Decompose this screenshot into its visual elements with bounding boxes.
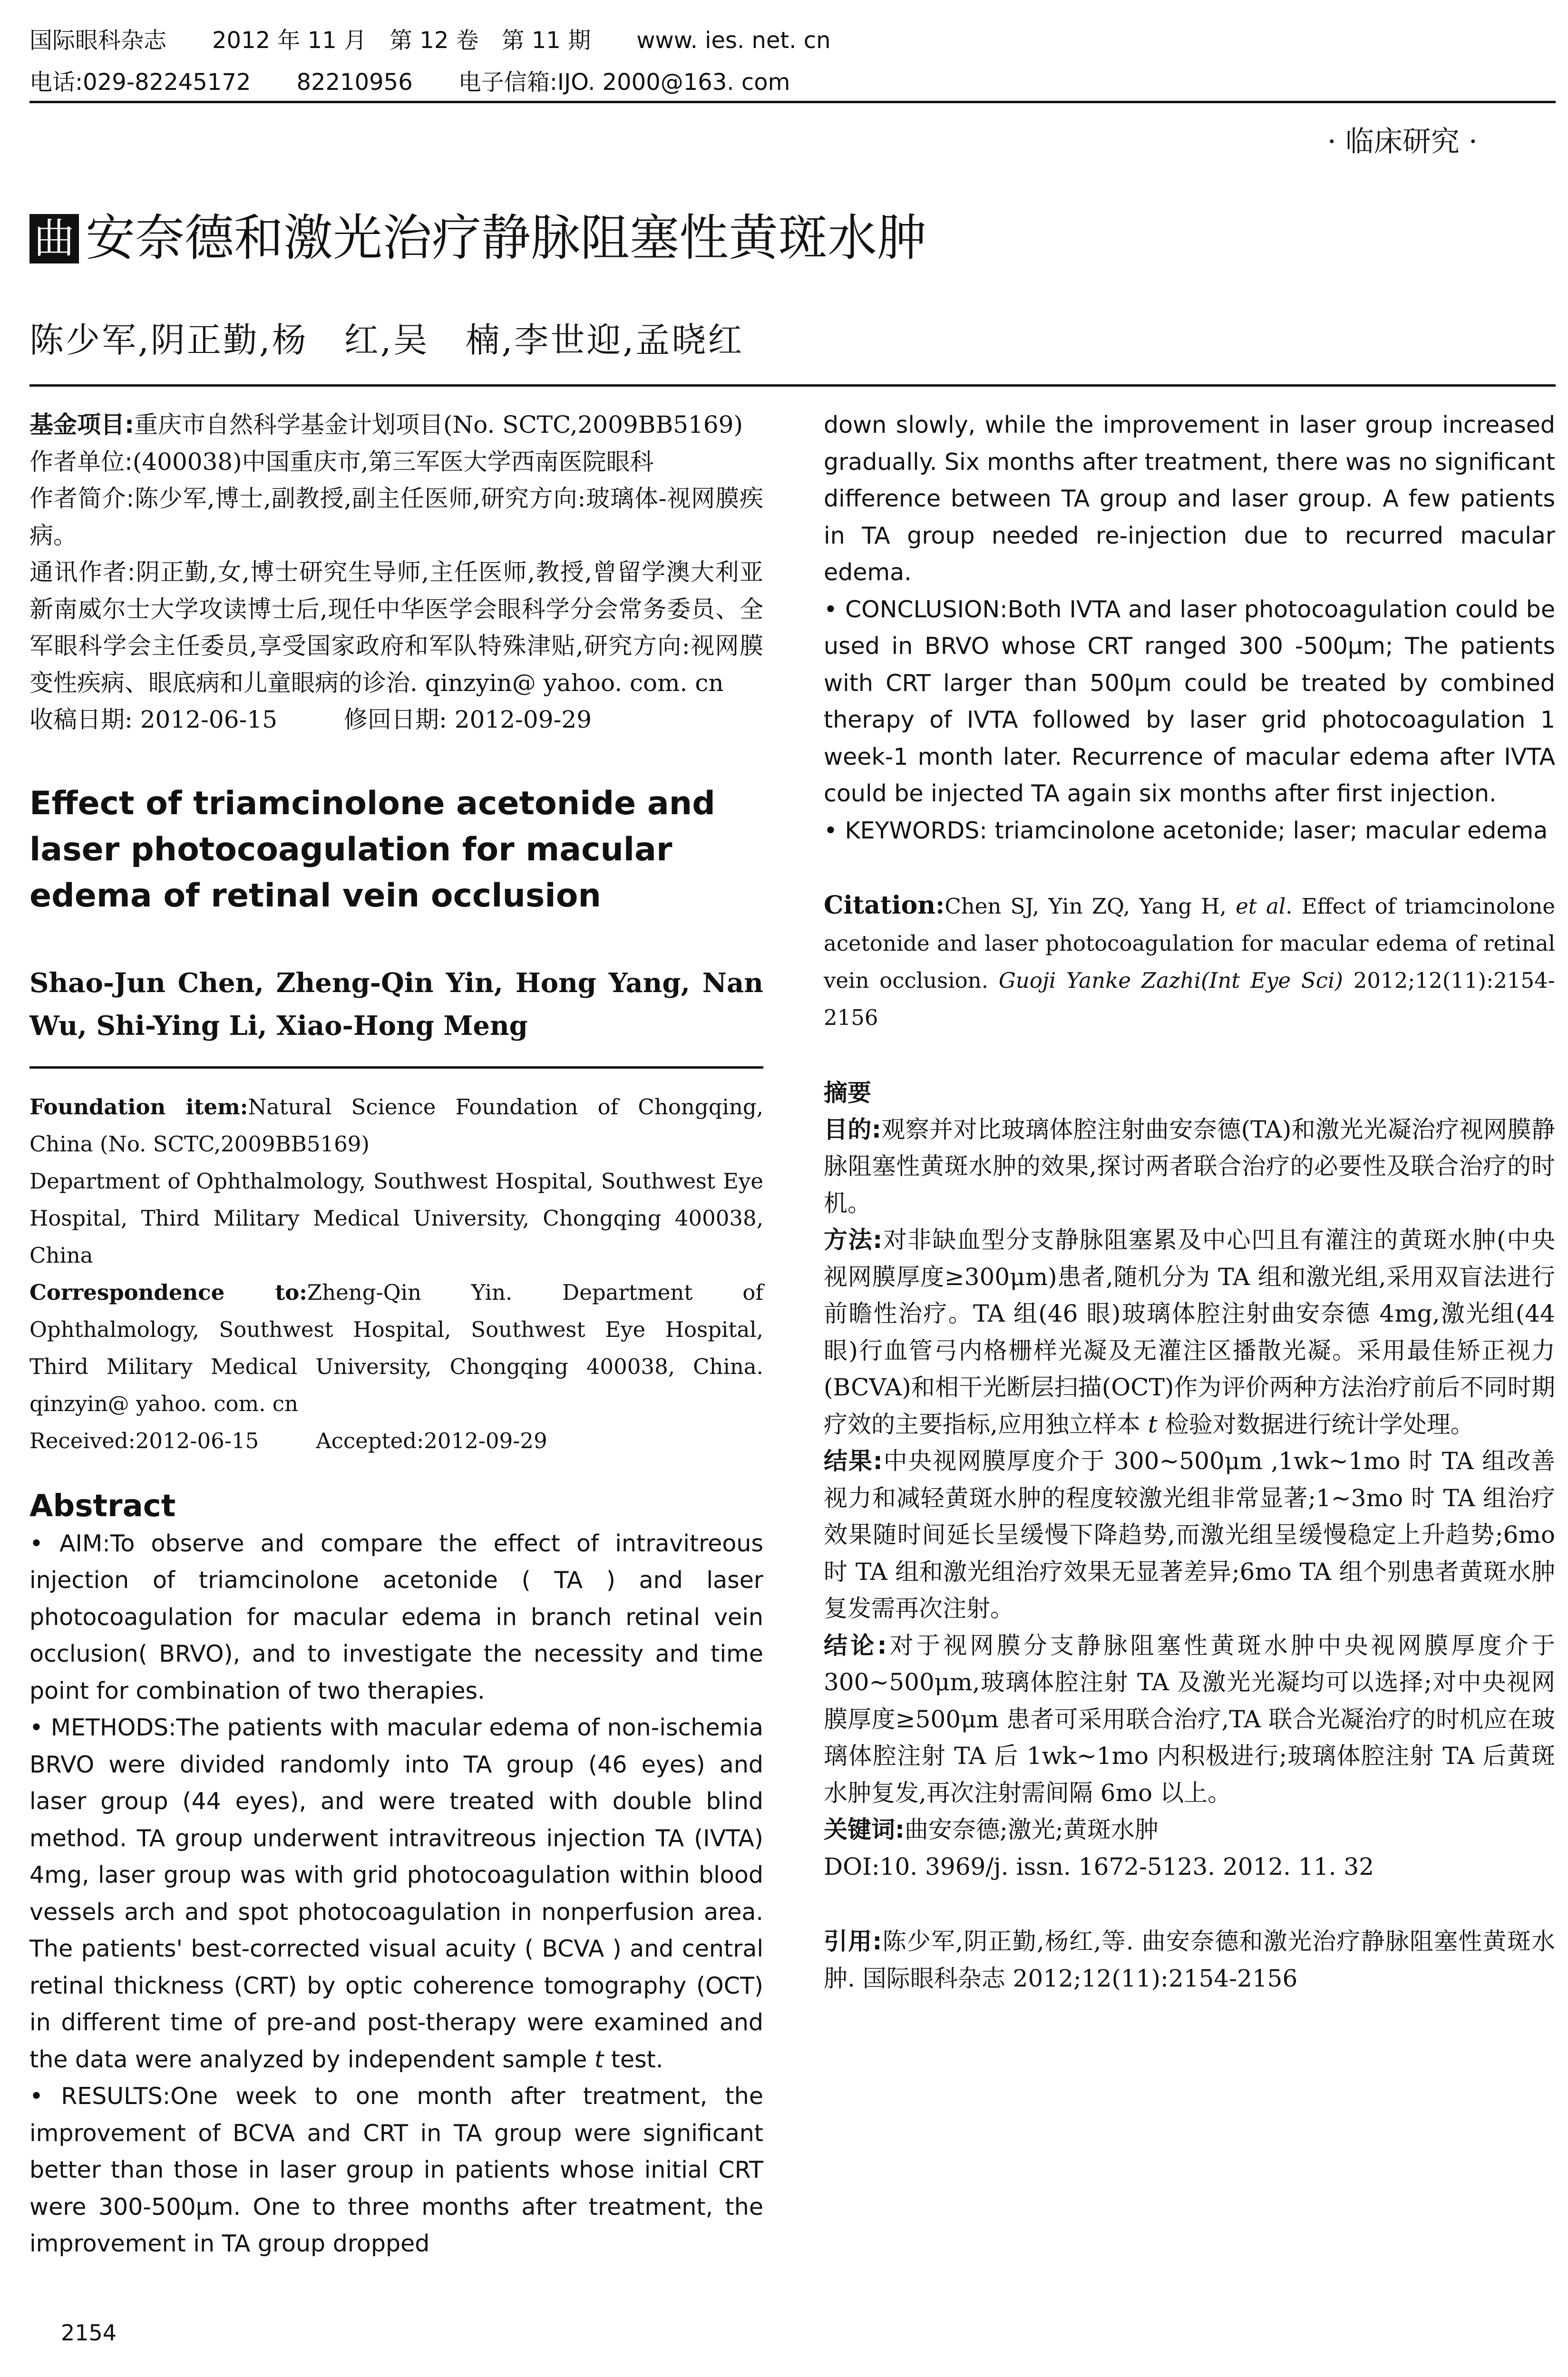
accepted-en: Accepted:2012-09-29: [316, 1428, 547, 1453]
unit-text: (400038)中国重庆市,第三军医大学西南医院眼科: [132, 448, 654, 476]
conclusion-label: • CONCLUSION:: [824, 595, 1008, 623]
journal-logo-icon: 曲: [29, 214, 79, 263]
citation-text-2: . Effect of triamcinolone acetonide and laser photocoagulation for macular edema of retinal vein occlusion.: [824, 894, 1556, 993]
method-text-end: 检验对数据进行统计学处理。: [1157, 1410, 1474, 1438]
journal-header-line1: [29, 24, 877, 57]
meta-en: [29, 1089, 763, 1460]
conclusion-text: Both IVTA and laser photocoagulation could be used in BRVO whose CRT ranged 300 -500μm; The patients with CRT larger than 500μm could be treated by combined therapy of IVTA followed by laser grid photocoagulation 1 week-1 month later. Recurrence of macular edema after IVTA could be injected TA again six months after first injection.: [824, 595, 1555, 807]
title-en: Effect of triamcinolone acetonide and laser photocoagulation for macular edema of retinal vein occlusion: [29, 784, 715, 915]
methods-text-end: test.: [604, 2046, 663, 2073]
journal-website: www. ies. net. cn: [636, 27, 831, 54]
received-zh: 收稿日期: 2012-06-15: [29, 706, 278, 733]
received-en: Received:2012-06-15: [29, 1428, 259, 1453]
authors-zh: 陈少军,阴正勤,杨 红,吴 楠,李世迎,孟晓红: [29, 320, 744, 360]
corr-en-text: Zheng-Qin Yin. Department of Ophthalmology, Southwest Hospital, Southwest Eye Hospital, Third Military Medical University, Chongqing 400038, China. qinzyin@ yahoo. com. cn: [29, 1279, 763, 1416]
header-rule: [29, 101, 1556, 103]
results-text: One week to one month after treatment, the improvement of BCVA and CRT in TA group were significant better than those in laser group in patients whose initial CRT were 300-500μm. One to three months after treatment, the improvement in TA group dropped: [29, 2083, 763, 2257]
concl-label: 结论:: [824, 1631, 887, 1659]
citation-text: Chen SJ, Yin ZQ, Yang H,: [945, 894, 1236, 919]
methods-text: The patients with macular edema of non-ischemia BRVO were divided randomly into TA group (46 eyes) and laser group (44 eyes), and were treated with double blind method. TA group underwent intravitreous injection TA (IVTA) 4mg, laser group was with grid photocoagulation within blood vessels arch and spot photocoagulation in nonperfusion area. The patients' best-corrected visual acuity ( BCVA ) and central retinal thickness (CRT) by optic coherence tomography (OCT) in different time of pre-and post-therapy were examined and the data were analyzed by independent sample: [29, 1714, 763, 2073]
purpose-label: 目的:: [824, 1115, 881, 1143]
keywords-text: triamcinolone acetonide; laser; macular edema: [994, 817, 1548, 844]
department-text: Department of Ophthalmology, Southwest Hospital, Southwest Eye Hospital, Third Military Medical University, Chongqing 400038, China: [29, 1168, 763, 1268]
intro-text: 陈少军,博士,副教授,副主任医师,研究方向:玻璃体-视网膜疾病。: [29, 485, 763, 549]
abstract-zh-heading: 摘要: [824, 1079, 871, 1107]
journal-header-line2: [29, 66, 836, 99]
authors-en: Shao-Jun Chen, Zheng-Qin Yin, Hong Yang, Nan Wu, Shi-Ying Li, Xiao-Hong Meng: [29, 967, 763, 1042]
foundation-label: Foundation item:: [29, 1094, 248, 1120]
meta-zh: [29, 407, 763, 739]
method-t: t: [1148, 1410, 1158, 1438]
foundation-text: Natural Science Foundation of Chongqing, China (No. SCTC,2009BB5169): [29, 1094, 764, 1157]
result-text: 中央视网膜厚度介于 300~500μm ,1wk~1mo 时 TA 组改善视力和减轻黄斑水肿的程度较激光组非常显著;1~3mo 时 TA 组治疗效果随时间延长呈缓慢下降趋势,而激光组呈缓慢稳定上升趋势;6mo 时 TA 组和激光组治疗效果无显著差异;6mo TA 组个别患者黄斑水肿复发需再次注射。: [824, 1447, 1556, 1622]
fund-label: 基金项目:: [29, 411, 134, 438]
citation-journal: Guoji Yanke Zazhi(Int Eye Sci): [998, 968, 1343, 993]
aim-text: To observe and compare the effect of intravitreous injection of triamcinolone acetonide ( TA ) and laser photocoagulation for macular edema in branch retinal vein occlusion( BRVO), and to investigate the necessity and time point for combination of two therapies.: [29, 1529, 763, 1705]
purpose-text: 观察并对比玻璃体腔注射曲安奈德(TA)和激光光凝治疗视网膜静脉阻塞性黄斑水肿的效果,探讨两者联合治疗的必要性及联合治疗的时机。: [824, 1115, 1555, 1217]
title-rule: [29, 384, 1556, 387]
kw-text: 曲安奈德;激光;黄斑水肿: [905, 1816, 1159, 1843]
citation-etal: et al: [1236, 894, 1286, 919]
phone-2: 82210956: [296, 69, 413, 96]
result-label: 结果:: [824, 1447, 883, 1475]
email: 电子信箱:IJO. 2000@163. com: [458, 69, 790, 96]
phone: 电话:029-82245172: [29, 69, 251, 96]
authors-rule: [29, 1066, 763, 1069]
unit-label: 作者单位:: [29, 448, 133, 476]
results-cont: down slowly, while the improvement in laser group increased gradually. Six months after treatment, there was no significant difference between TA group and laser group. A few patients in TA group needed re-injection due to recurred macular edema.: [824, 411, 1555, 586]
doi: DOI:10. 3969/j. issn. 1672-5123. 2012. 11. 32: [824, 1852, 1374, 1880]
method-label: 方法:: [824, 1226, 883, 1254]
corr-zh-text: 阴正勤,女,博士研究生导师,主任医师,教授,曾留学澳大利亚新南威尔士大学攻读博士后,现任中华医学会眼科学分会常务委员、全军眼科学会主任委员,享受国家政府和军队特殊津贴,研究方向:视网膜变性疾病、眼底病和儿童眼病的诊治. qinzyin@ yahoo. com. cn: [29, 558, 763, 697]
method-text: 对非缺血型分支静脉阻塞累及中心凹且有灌注的黄斑水肿(中央视网膜厚度≥300μm)患者,随机分为 TA 组和激光组,采用双盲法进行前瞻性治疗。TA 组(46 眼)玻璃体腔注射曲安奈德 4mg,激光组(44 眼)行血管弓内格栅样光凝及无灌注区播散光凝。采用最佳矫正视力(BCVA)和相干光断层扫描(OCT)作为评价两种方法治疗前后不同时期疗效的主要指标,应用独立样本: [824, 1226, 1555, 1438]
fund-text: 重庆市自然科学基金计划项目(No. SCTC,2009BB5169): [134, 411, 743, 438]
results-label: • RESULTS:: [29, 2083, 171, 2110]
abstract-heading: Abstract: [29, 1488, 176, 1524]
keywords-label: • KEYWORDS:: [824, 817, 987, 844]
cite-zh-label: 引用:: [824, 1928, 882, 1955]
left-column: [29, 407, 763, 2262]
page-title: [29, 207, 926, 269]
intro-label: 作者简介:: [29, 485, 135, 512]
corr-zh-label: 通讯作者:: [29, 558, 136, 586]
section-label: · 临床研究 ·: [1327, 125, 1478, 158]
journal-name: 国际眼科杂志: [29, 27, 167, 54]
citation-text-3: 2012;12(11):2154-2156: [824, 968, 1555, 1030]
cite-zh-text: 陈少军,阴正勤,杨红,等. 曲安奈德和激光治疗静脉阻塞性黄斑水肿. 国际眼科杂志 2012;12(11):2154-2156: [824, 1928, 1555, 1992]
methods-t: t: [594, 2046, 604, 2073]
page-number: 2154: [61, 2320, 117, 2346]
citation-label: Citation:: [824, 891, 945, 920]
concl-text: 对于视网膜分支静脉阻塞性黄斑水肿中央视网膜厚度介于 300~500μm,玻璃体腔注射 TA 及激光光凝均可以选择;对中央视网膜厚度≥500μm 患者可采用联合治疗,TA 联合光凝治疗的时机应在玻璃体腔注射 TA 后 1wk~1mo 内积极进行;玻璃体腔注射 TA 后黄斑水肿复发,再次注射需间隔 6mo 以上。: [824, 1631, 1556, 1807]
kw-label: 关键词:: [824, 1816, 905, 1843]
methods-label: • METHODS:: [29, 1714, 176, 1741]
right-column: [824, 407, 1555, 1997]
corr-en-label: Correspondence to:: [29, 1279, 307, 1305]
revised-zh: 修回日期: 2012-09-29: [344, 706, 592, 733]
issue-info: 2012 年 11 月 第 12 卷 第 11 期: [212, 27, 591, 54]
aim-label: • AIM:: [29, 1529, 110, 1557]
title-zh: 安奈德和激光治疗静脉阻塞性黄斑水肿: [86, 209, 927, 267]
